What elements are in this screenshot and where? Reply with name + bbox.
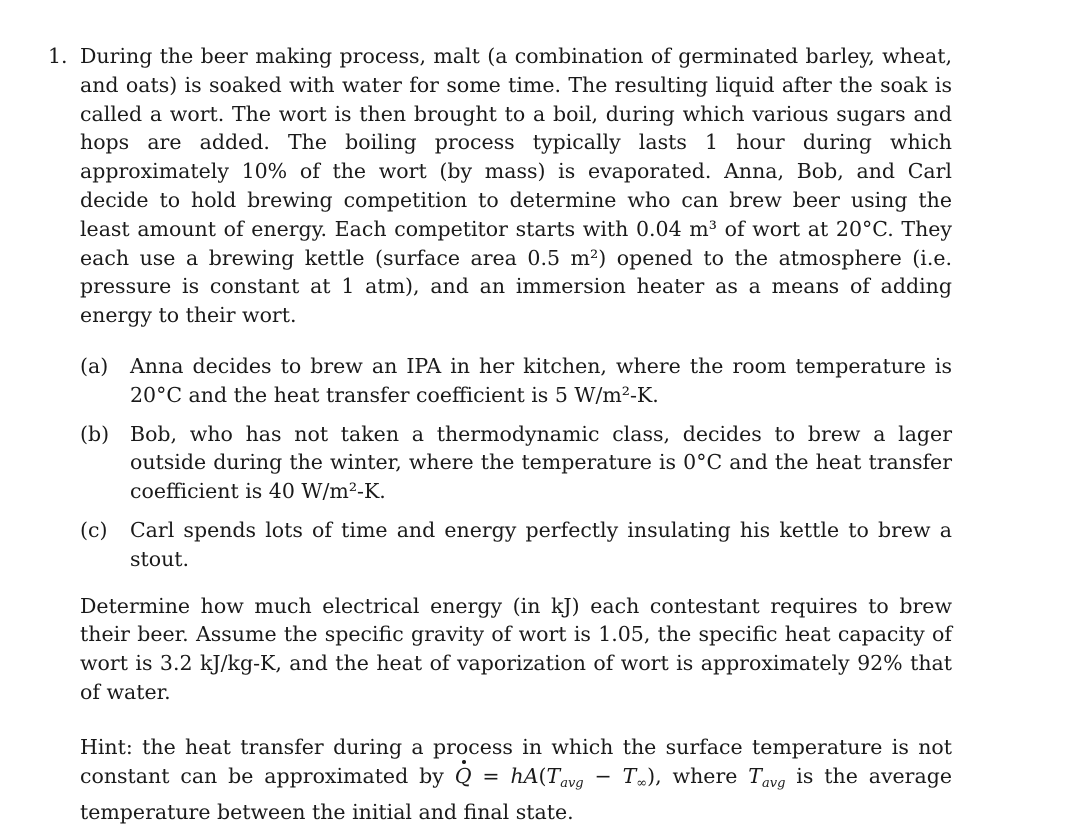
part-c — [80, 516, 952, 574]
where-text: , where — [655, 763, 738, 788]
inf-subscript: ∞ — [636, 775, 648, 791]
equals-sign: = — [471, 763, 511, 788]
problem-intro: During the beer making process, malt (a combination of germinated barley, wheat, and oats) is soaked with water for some time. The resulting liquid after the soak is called a wort. The wort is then brought to a boil, during which various sugars and hops are added. The boiling process typically lasts 1 hour during which approximately 10% of the wort (by mass) is evaporated. Anna, Bob, and Carl decide to hold brewing competition to determine who can brew beer using the least amount of energy. Each competitor starts with 0.04 m³ of wort at 20°C. They each use a brewing kettle (surface area 0.5 m²) opened to the atmosphere (i.e. pressure is constant at 1 atm), and an immersion heater as a means of adding energy to their wort. — [80, 44, 952, 328]
t-avg-symbol: T — [546, 763, 561, 788]
hint-prefix: Hint: the heat transfer during a process in which the surface temperature is not constant can be approximated by — [80, 734, 952, 788]
question-paragraph: Determine how much electrical energy (in kJ) each contestant requires to brew their beer. Assume the specific gravity of wort is 1.05, the specific heat capacity of wort is 3.2 kJ/kg-K, and the heat of vaporization of wort is approximately 92% that of water. — [80, 593, 952, 704]
part-a-text: Anna decides to brew an IPA in her kitchen, where the room temperature is 20°C and the heat transfer coefficient is 5 W/m²-K. — [130, 353, 952, 407]
hint-paragraph: Hint: the heat transfer during a process in which the surface temperature is not constant can be approximated by $Q = hA(T_{avg} - T_\infty)$, where $T_{avg}$ is the average temperature between the initial and final state. — [80, 734, 952, 825]
avg-subscript: avg — [560, 775, 584, 791]
minus-sign: − — [583, 763, 623, 788]
part-c-text: Carl spends lots of time and energy perfectly insulating his kettle to brew a stout. — [130, 517, 952, 571]
part-c-label: (c) — [80, 517, 108, 542]
part-b-text: Bob, who has not taken a thermodynamic class, decides to brew a lager outside during the winter, where the temperature is 0°C and the heat transfer coefficient is 40 W/m²-K. — [130, 421, 952, 504]
part-b — [80, 420, 952, 506]
t-avg-symbol-2: T — [748, 763, 762, 788]
problem-parts — [80, 352, 952, 574]
avg-subscript-2: avg — [761, 775, 786, 791]
problem-number: 1. — [48, 44, 68, 68]
a-symbol: A — [523, 763, 539, 788]
part-a-label: (a) — [80, 353, 109, 378]
h-symbol: h — [510, 763, 524, 788]
part-b-label: (b) — [80, 421, 110, 446]
t-inf-symbol: T — [622, 763, 637, 788]
hint-suffix: is the average temperature between the initial and final state. — [80, 763, 952, 825]
q-dot-symbol: Q — [455, 762, 472, 791]
part-a — [80, 352, 952, 410]
problem-1 — [48, 42, 952, 827]
